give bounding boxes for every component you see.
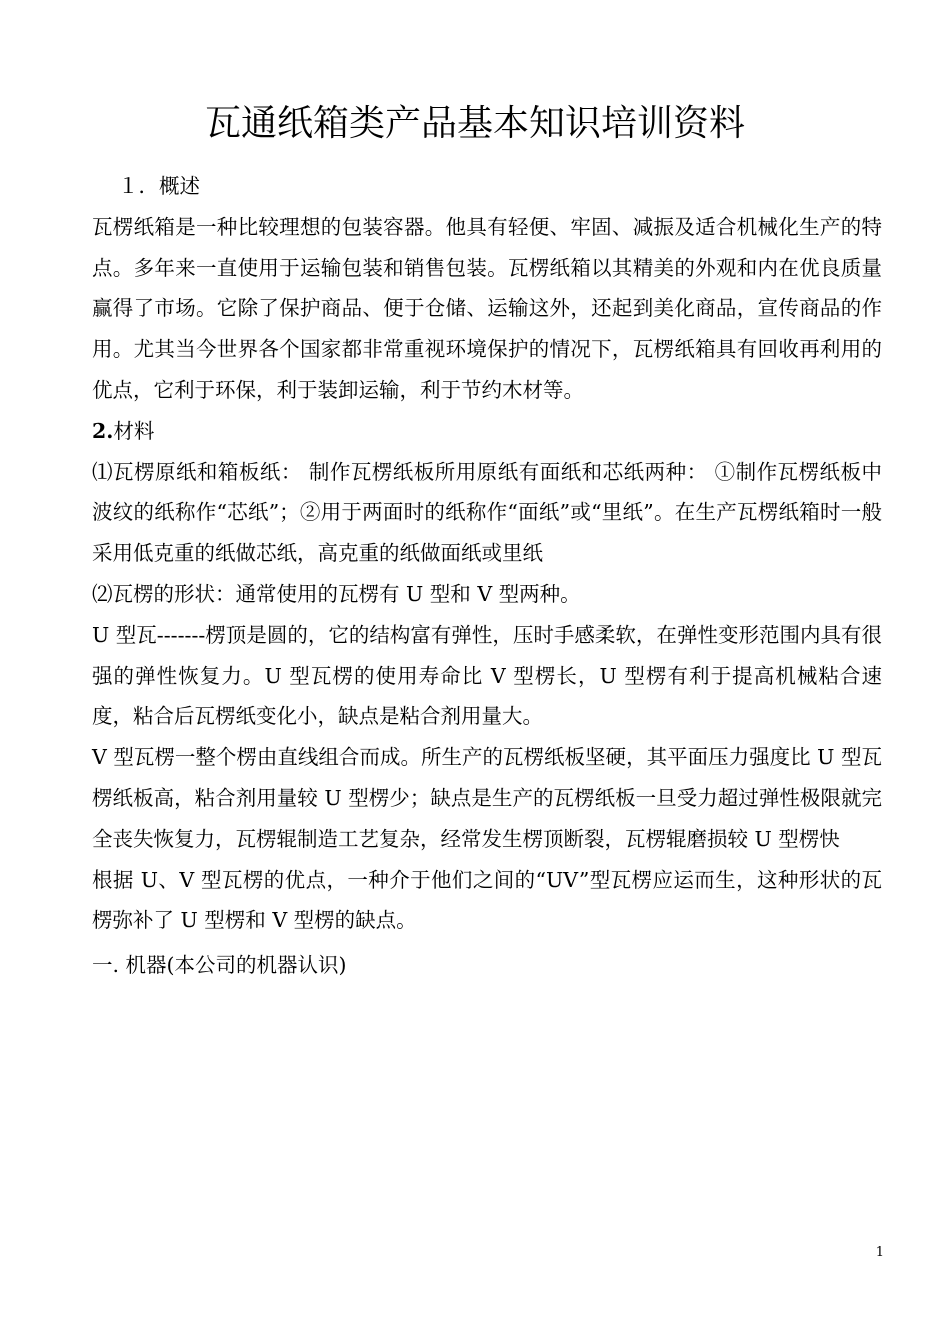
section-number: 2. xyxy=(92,418,114,443)
section-heading-machines: 一. 机器(本公司的机器认识) xyxy=(92,953,347,978)
paragraph-v-type: V 型瓦楞一整个楞由直线组合而成。所生产的瓦楞纸板坚硬，其平面压力强度比 U 型瓦楞纸板高，粘合剂用量较 U 型楞少；缺点是生产的瓦楞纸板一旦受力超过弹性极限就完全丧失恢复力，瓦楞辊制造工艺复杂，经常发生楞顶断裂，瓦楞辊磨损较 U 型楞快 xyxy=(92,745,882,851)
document-body xyxy=(92,166,882,986)
paragraph-u-type: U 型瓦-------楞顶是圆的，它的结构富有弹性，压时手感柔软，在弹性变形范围内具有很强的弹性恢复力。U 型瓦楞的使用寿命比 V 型楞长，U 型楞有利于提高机械粘合速度，粘合后瓦楞纸变化小，缺点是粘合剂用量大。 xyxy=(92,622,882,729)
paragraph-materials-shape: ⑵瓦楞的形状：通常使用的瓦楞有 U 型和 V 型两种。 xyxy=(92,581,581,606)
paragraph-uv-type: 根据 U、V 型瓦楞的优点，一种介于他们之间的“UV”型瓦楞应运而生，这种形状的瓦楞弥补了 U 型楞和 V 型楞的缺点。 xyxy=(92,867,882,933)
section-heading-overview: １．概述 xyxy=(118,174,200,198)
section-heading-materials xyxy=(92,411,882,452)
page-title: 瓦通纸箱类产品基本知识培训资料 xyxy=(204,103,745,144)
page-number: 1 xyxy=(875,1245,884,1260)
section-label: 材料 xyxy=(113,418,155,443)
paragraph-overview: 瓦楞纸箱是一种比较理想的包装容器。他具有轻便、牢固、减振及适合机械化生产的特点。多年来一直使用于运输包装和销售包装。瓦楞纸箱以其精美的外观和内在优良质量赢得了市场。它除了保护商品、便于仓储、运输这外，还起到美化商品，宣传商品的作用。尤其当今世界各个国家都非常重视环境保护的情况下，瓦楞纸箱具有回收再利用的优点，它利于环保，利于装卸运输，利于节约木材等。 xyxy=(92,214,882,402)
paragraph-materials-paper: ⑴瓦楞原纸和箱板纸： 制作瓦楞纸板所用原纸有面纸和芯纸两种： ①制作瓦楞纸板中波纹的纸称作“芯纸”；②用于两面时的纸称作“面纸”或“里纸”。在生产瓦楞纸箱时一般采用低克重的纸做芯纸，高克重的纸做面纸或里纸 xyxy=(92,459,882,566)
